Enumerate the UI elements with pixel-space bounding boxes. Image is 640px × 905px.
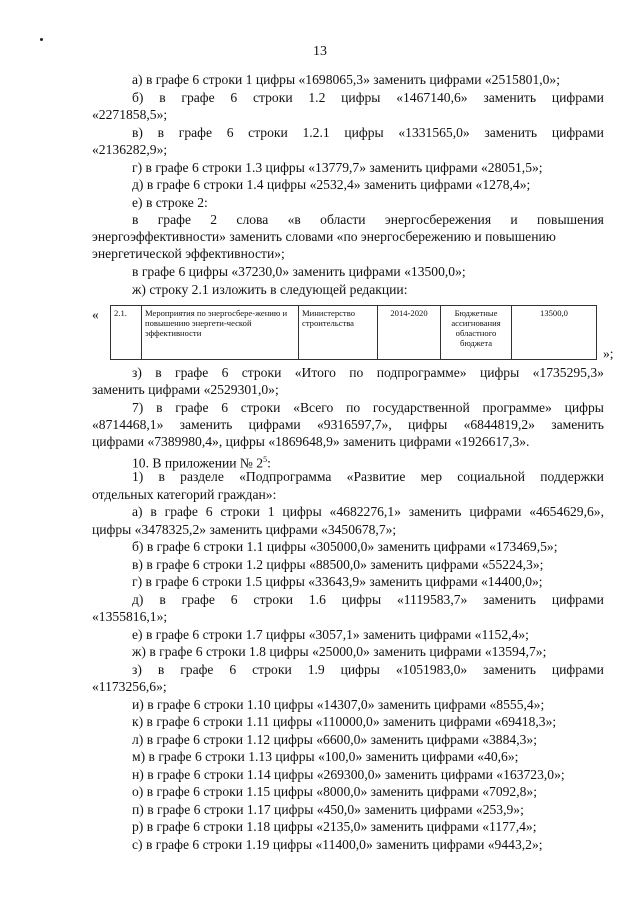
word: цифры <box>479 365 520 380</box>
text-line: и) в графе 6 строки 1.10 цифры «14307,0» заменить цифрами «8555,4»; <box>132 697 545 712</box>
justified-line <box>132 124 604 141</box>
text-line: г) в графе 6 строки 1.5 цифры «33643,9» заменить цифрами «14400,0»; <box>132 574 543 589</box>
word: «Развитие <box>346 469 406 484</box>
word: з) <box>132 662 142 677</box>
cell-amount: 13500,0 <box>512 306 597 360</box>
word: «в <box>287 212 301 227</box>
word: 1) <box>132 469 144 484</box>
program-table <box>110 305 597 360</box>
cell-source: Бюджетные ассигнования областного бюджета <box>441 306 512 360</box>
word: графе <box>175 400 209 415</box>
word: в <box>155 365 162 380</box>
word: в <box>159 592 166 607</box>
word: цифры <box>564 400 604 415</box>
word: строки <box>248 125 288 140</box>
word: 6 <box>229 662 237 677</box>
text-line: в) в графе 6 строки 1.2 цифры «88500,0» заменить цифрами «55224,3»; <box>132 557 544 572</box>
word: строки <box>253 592 294 607</box>
word: «1331565,0» <box>398 125 470 140</box>
justified-line <box>132 468 604 485</box>
word: в) <box>132 125 143 140</box>
word: заменить <box>483 662 536 677</box>
word: строки <box>252 90 293 105</box>
word: цифры <box>341 592 382 607</box>
word: «4654629,6», <box>529 504 604 519</box>
word: строки <box>220 504 260 519</box>
justified-line <box>132 89 604 106</box>
word: «1467140,6» <box>396 90 468 105</box>
paragraph-10-tail: : <box>267 455 271 471</box>
text-line: ж) в графе 6 строки 1.8 цифры «25000,0» заменить цифрами «13594,7»; <box>132 644 547 659</box>
text-line: е) в графе 6 строки 1.7 цифры «3057,1» заменить цифрами «1152,4»; <box>132 627 529 642</box>
word: в <box>157 662 165 677</box>
word: б) <box>132 90 144 105</box>
text-line: «1355816,1»; <box>92 609 168 624</box>
word: цифры <box>408 417 448 432</box>
scan-mark <box>40 38 43 41</box>
word: а) <box>132 504 143 519</box>
text-line: энергоэффективности» заменить словами «по энергосбережению и повышению <box>92 229 556 244</box>
word: в <box>156 400 163 415</box>
word: программе» <box>482 400 552 415</box>
word: в <box>132 212 139 227</box>
text-line: цифрами «7389980,4», цифры «1869648,9» заменить цифрами «1926617,3». <box>92 434 530 449</box>
word: графе <box>175 365 209 380</box>
word: 6 <box>230 592 238 607</box>
word: 1.9 <box>307 662 325 677</box>
word: цифрами <box>248 417 301 432</box>
text-line: н) в графе 6 строки 1.14 цифры «269300,0» заменить цифрами «163723,0»; <box>132 767 565 782</box>
text-line: м) в графе 6 строки 1.13 цифры «100,0» заменить цифрами «40,6»; <box>132 749 519 764</box>
text-line: д) в графе 6 строки 1.4 цифры «2532,4» заменить цифрами «1278,4»; <box>132 177 531 192</box>
word: энергосбережения <box>384 212 492 227</box>
word: государственной <box>372 400 470 415</box>
text-line: в графе 6 цифры «37230,0» заменить цифрами «13500,0»; <box>132 264 466 279</box>
word: подпрограмме» <box>376 365 467 380</box>
cell-ministry: Министерство строительства <box>299 306 378 360</box>
word: графе <box>180 662 214 677</box>
text-line: е) в строке 2: <box>132 195 208 210</box>
word: графе <box>178 125 212 140</box>
word: «Итого <box>294 365 336 380</box>
table-row <box>111 306 597 360</box>
word: цифрами <box>551 125 604 140</box>
word: цифрами <box>551 662 604 677</box>
justified-line <box>132 211 604 228</box>
word: заменить <box>483 592 536 607</box>
cell-name: Мероприятия по энергосбере-жению и повышению энергети-ческой эффективности <box>142 306 299 360</box>
text-line: п) в графе 6 строки 1.17 цифры «450,0» заменить цифрами «253,9»; <box>132 802 524 817</box>
text-line: о) в графе 6 строки 1.15 цифры «8000,0» заменить цифрами «7092,8»; <box>132 784 537 799</box>
text-line: с) в графе 6 строки 1.19 цифры «11400,0» заменить цифрами «9443,2»; <box>132 837 543 852</box>
word: «Всего <box>293 400 334 415</box>
text-line: цифры «3478325,2» заменить цифрами «3450678,7»; <box>92 522 397 537</box>
cell-period: 2014-2020 <box>378 306 441 360</box>
word: и <box>510 212 518 227</box>
word: «Подпрограмма <box>239 469 332 484</box>
text-line: заменить цифрами «2529301,0»; <box>92 382 279 397</box>
open-quote: « <box>92 307 99 322</box>
text-line: р) в графе 6 строки 1.18 цифры «2135,0» заменить цифрами «1177,4»; <box>132 819 537 834</box>
word: «8714468,1» <box>92 417 164 432</box>
word: цифры <box>282 504 322 519</box>
word: 7) <box>132 400 144 415</box>
justified-line <box>132 661 604 678</box>
word: строки <box>252 662 292 677</box>
text-line: л) в графе 6 строки 1.12 цифры «6600,0» заменить цифрами «3884,3»; <box>132 732 537 747</box>
word: 1.6 <box>308 592 326 607</box>
text-line: «1173256,6»; <box>92 679 167 694</box>
word: в <box>157 125 165 140</box>
word: «4682276,1» <box>329 504 401 519</box>
page-number: 13 <box>313 44 327 59</box>
justified-line <box>132 591 604 608</box>
word: з) <box>132 365 142 380</box>
text-line: отдельных категорий граждан»: <box>92 487 277 502</box>
word: строки <box>241 365 282 380</box>
word: строки <box>240 400 281 415</box>
word: разделе <box>180 469 224 484</box>
word: заменить <box>179 417 233 432</box>
justified-line <box>132 503 604 520</box>
word: графе <box>164 504 198 519</box>
word: «1735295,3» <box>532 365 604 380</box>
word: области <box>320 212 366 227</box>
text-line: ж) строку 2.1 изложить в следующей редакции: <box>132 282 408 297</box>
word: социальной <box>457 469 526 484</box>
word: графе <box>157 212 191 227</box>
word: д) <box>132 592 144 607</box>
word: 2 <box>210 212 218 227</box>
word: заменить <box>484 125 538 140</box>
text-line: г) в графе 6 строки 1.3 цифры «13779,7» заменить цифрами «28051,5»; <box>132 160 543 175</box>
word: 6 <box>221 400 229 415</box>
text-line: а) в графе 6 строки 1 цифры «1698065,3» заменить цифрами «2515801,0»; <box>132 72 561 87</box>
cell-num: 2.1. <box>111 306 142 360</box>
word: «6844819,2» <box>463 417 535 432</box>
word: повышения <box>536 212 604 227</box>
word: 6 <box>221 365 229 380</box>
word: в <box>159 90 166 105</box>
superscript: 5 <box>263 455 268 464</box>
close-quote: »; <box>603 346 614 361</box>
text-line: энергетической эффективности»; <box>92 246 285 261</box>
text-line: «2136282,9»; <box>92 142 168 157</box>
word: «9316597,7», <box>316 417 392 432</box>
word: цифры <box>344 125 384 140</box>
word: цифрами <box>551 90 604 105</box>
word: 1.2.1 <box>302 125 330 140</box>
word: графе <box>181 592 215 607</box>
word: цифрами <box>469 504 522 519</box>
justified-line <box>132 399 604 416</box>
text-line: «2271858,5»; <box>92 107 168 122</box>
word: цифры <box>341 90 381 105</box>
word: в <box>150 504 157 519</box>
word: заменить <box>551 417 604 432</box>
inserted-table-block <box>92 305 620 361</box>
word: в <box>158 469 165 484</box>
word: 6 <box>230 90 238 105</box>
word: слова <box>236 212 269 227</box>
word: заменить <box>483 90 537 105</box>
word: цифрами <box>551 592 604 607</box>
word: графе <box>181 90 215 105</box>
word: «1119583,7» <box>396 592 468 607</box>
text-line: к) в графе 6 строки 1.11 цифры «110000,0» заменить цифрами «69418,3»; <box>132 714 557 729</box>
word: поддержки <box>540 469 604 484</box>
justified-line <box>92 416 604 433</box>
word: цифры <box>340 662 380 677</box>
word: 1 <box>267 504 275 519</box>
word: заменить <box>408 504 462 519</box>
word: по <box>349 365 364 380</box>
word: по <box>346 400 361 415</box>
word: 6 <box>205 504 213 519</box>
word: 1.2 <box>308 90 326 105</box>
paragraph-10-text: 10. В приложении № 2 <box>132 455 264 471</box>
word: «1051983,0» <box>395 662 468 677</box>
text-line: б) в графе 6 строки 1.1 цифры «305000,0» заменить цифрами «173469,5»; <box>132 539 558 554</box>
word: мер <box>420 469 442 484</box>
word: 6 <box>226 125 234 140</box>
justified-line <box>132 364 604 381</box>
